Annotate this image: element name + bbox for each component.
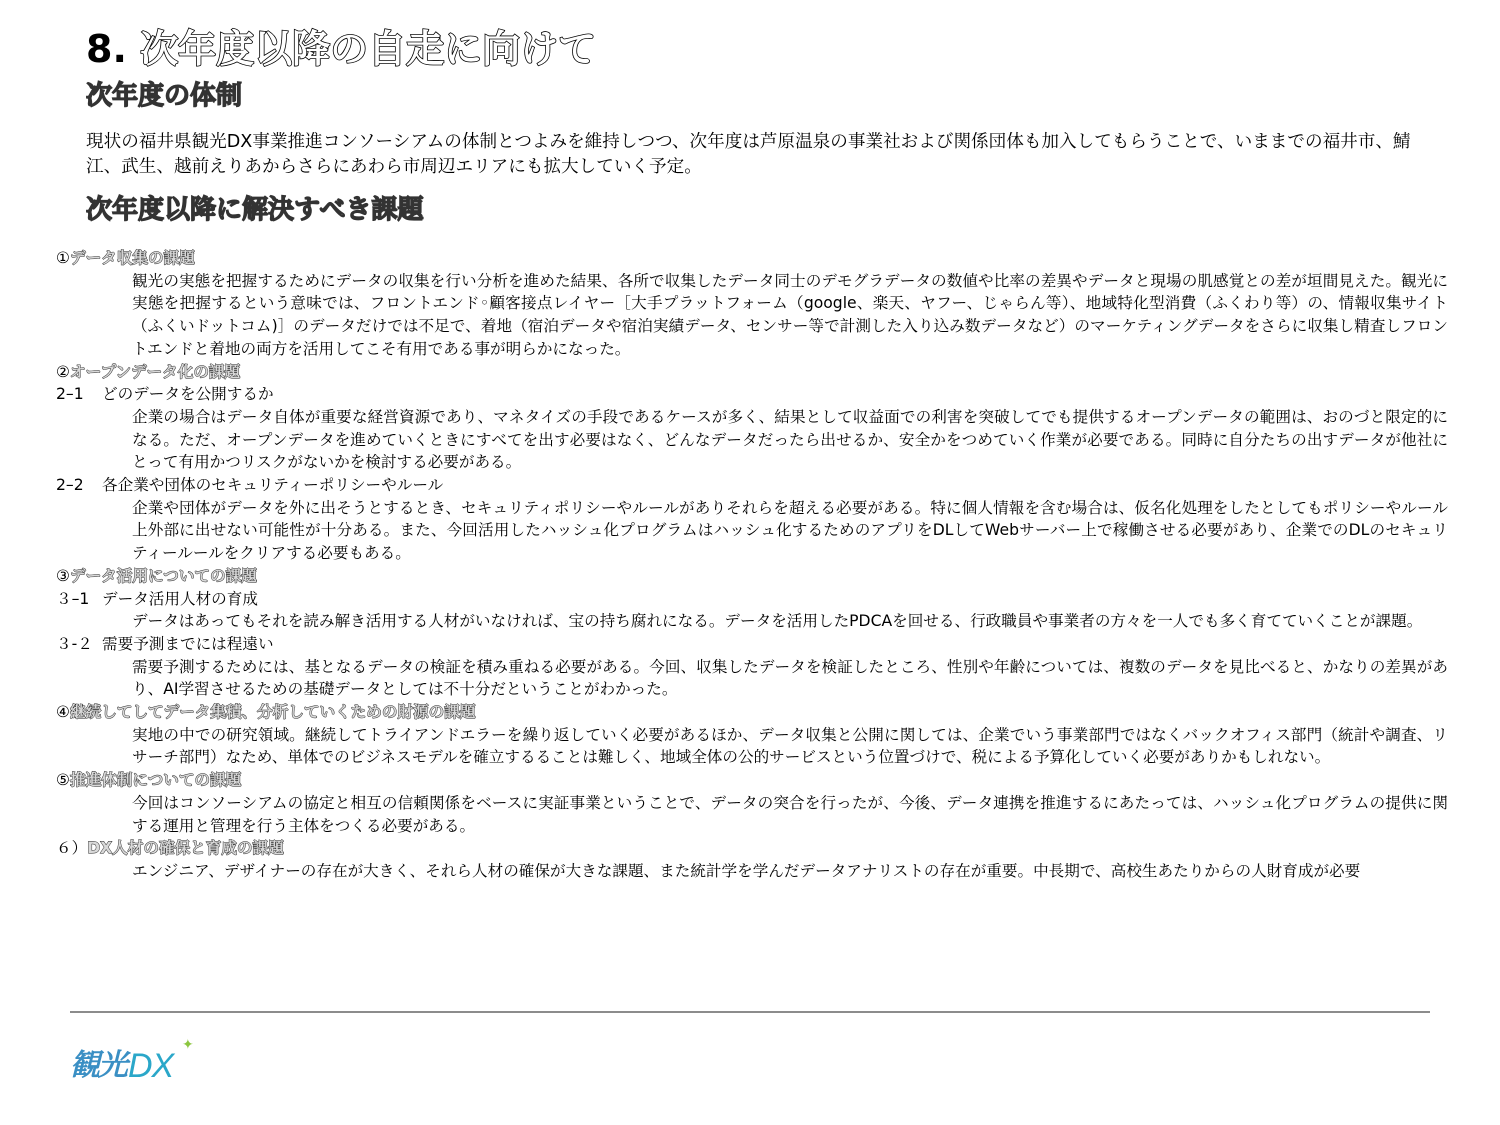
sub-heading-2-2: [56, 474, 1448, 497]
issue-heading-5: [56, 769, 1448, 792]
issue-marker: ②: [56, 362, 70, 381]
section-heading-issues: 次年度以降に解決すべき課題: [86, 195, 424, 225]
sub-heading-3-1: [56, 588, 1448, 611]
sub-number: 2–1: [56, 385, 84, 404]
issue-title: オープンデータ化の課題: [69, 362, 241, 381]
sub-heading-3-2: [56, 633, 1448, 656]
title-number: 8.: [86, 27, 127, 71]
issue-marker: ③: [56, 566, 70, 585]
issue-marker: ⑤: [56, 771, 70, 790]
issue-title: データ活用についての課題: [69, 566, 257, 585]
issue-heading-3: [56, 565, 1448, 588]
issue-paragraph-6: エンジニア、デザイナーの存在が大きく、それら人材の確保が大きな課題、また統計学を学んだデータアナリストの存在が重要。中長期で、高校生あたりからの人財育成が必要: [132, 861, 1361, 880]
issue-paragraph-4: 実地の中での研究領域。継続してトライアンドエラーを繰り返していく必要があるほか、データ収集と公開に関しては、企業でいう事業部門ではなくバックオフィス部門（統計や調査、リサーチ部門）なため、単体でのビジネスモデルを確立するることは難しく、地域全体の公的サービスという位置づけで、税による予算化していく必要がありかもしれない。: [132, 725, 1448, 767]
issue-paragraph-1: 観光の実態を把握するためにデータの収集を行い分析を進めた結果、各所で収集したデータ同士のデモグラデータの数値や比率の差異やデータと現場の肌感覚との差が垣間見えた。観光に実態を把握するという意味では、フロントエンド◦顧客接点レイヤー［大手プラットフォーム（google、楽天、ヤフー、じゃらん等）、地域特化型消費（ふくわり等）の、情報収集サイト（ふくいドットコム)］のデータだけでは不足で、着地（宿泊データや宿泊実績データ、センサー等で計測した入り込み数データなど）のマーケティングデータをさらに収集し精査しフロントエンドと着地の両方を活用してこそ有用である事が明らかになった。: [132, 271, 1448, 358]
sub-number: ３-２: [56, 634, 93, 653]
sub-paragraph-2-1: 企業の場合はデータ自体が重要な経営資源であり、マネタイズの手段であるケースが多く、結果として収益面での利害を突破してでも提供するオープンデータの範囲は、おのづと限定的になる。ただ、オープンデータを進めていくときにすべてを出す必要はなく、どんなデータだったら出せるか、安全かをつめていく作業が必要である。同時に自分たちの出すデータが他社にとって有用かつリスクがないかを検討する必要がある。: [132, 407, 1448, 472]
logo-spark-icon: ✦: [182, 1037, 194, 1053]
title-text: 次年度以降の自走に向けて: [140, 27, 597, 71]
logo-kanji: 観光: [70, 1048, 126, 1083]
sub-number: 2–2: [56, 476, 84, 495]
issue-heading-4: [56, 701, 1448, 724]
sub-heading-2-1: [56, 383, 1448, 406]
issues-list: [56, 247, 1448, 883]
sub-title: データ活用人材の育成: [102, 589, 258, 608]
kanko-dx-logo: [70, 1037, 194, 1085]
issue-heading-1: [56, 247, 1448, 270]
sub-number: ３–1: [56, 589, 90, 608]
section-heading-structure: 次年度の体制: [86, 81, 243, 111]
issue-title: DX人材の確保と育成の課題: [87, 839, 284, 858]
issue-heading-2: [56, 361, 1448, 384]
logo-latin: DX: [128, 1047, 174, 1085]
sub-paragraph-3-1: データはあってもそれを読み解き活用する人材がいなければ、宝の持ち腐れになる。データを活用したPDCAを回せる、行政職員や事業者の方々を一人でも多く育てていくことが課題。: [132, 612, 1423, 631]
sub-paragraph-2-2: 企業や団体がデータを外に出そうとするとき、セキュリティポリシーやルールがありそれらを超える必要がある。特に個人情報を含む場合は、仮名化処理をしたとしてもポリシーやルール上外部に出せない可能性が十分ある。また、今回活用したハッシュ化プログラムはハッシュ化するためのアプリをDLしてWebサーバー上で稼働させる必要があり、企業でのDLのセキュリティールールをクリアする必要もある。: [132, 498, 1448, 563]
structure-paragraph: 現状の福井県観光DX事業推進コンソーシアムの体制とつよみを維持しつつ、次年度は芦原温泉の事業社および関係団体も加入してもらうことで、いままでの福井市、鯖江、武生、越前えりあからさらにあわら市周辺エリアにも拡大していく予定。: [86, 132, 1411, 177]
page-title: [86, 26, 596, 72]
issue-title: データ収集の課題: [69, 249, 195, 267]
issue-marker: ①: [56, 249, 70, 267]
sub-paragraph-3-2: 需要予測するためには、基となるデータの検証を積み重ねる必要がある。今回、収集したデータを検証したところ、性別や年齢については、複数のデータを見比べると、かなりの差異があり、AI学習させるための基礎データとしては不十分だということがわかった。: [132, 657, 1448, 699]
sub-title: 各企業や団体のセキュリティーポリシーやルール: [102, 476, 444, 495]
sub-title: 需要予測までには程遠い: [102, 634, 274, 653]
issue-heading-6: [56, 837, 1448, 860]
issue-marker: ④: [56, 703, 70, 722]
sub-title: どのデータを公開するか: [102, 385, 274, 404]
footer-divider: [70, 1011, 1430, 1013]
issue-paragraph-5: 今回はコンソーシアムの協定と相互の信頼関係をベースに実証事業ということで、データの突合を行ったが、今後、データ連携を推進するにあたっては、ハッシュ化プログラムの提供に関する運用と管理を行う主体をつくる必要がある。: [132, 793, 1448, 835]
issue-title: 推進体制についての課題: [69, 771, 242, 790]
issue-marker: ６）: [56, 839, 88, 858]
issue-title: 継続してしてデータ集積、分析していくための財源の課題: [69, 703, 476, 722]
